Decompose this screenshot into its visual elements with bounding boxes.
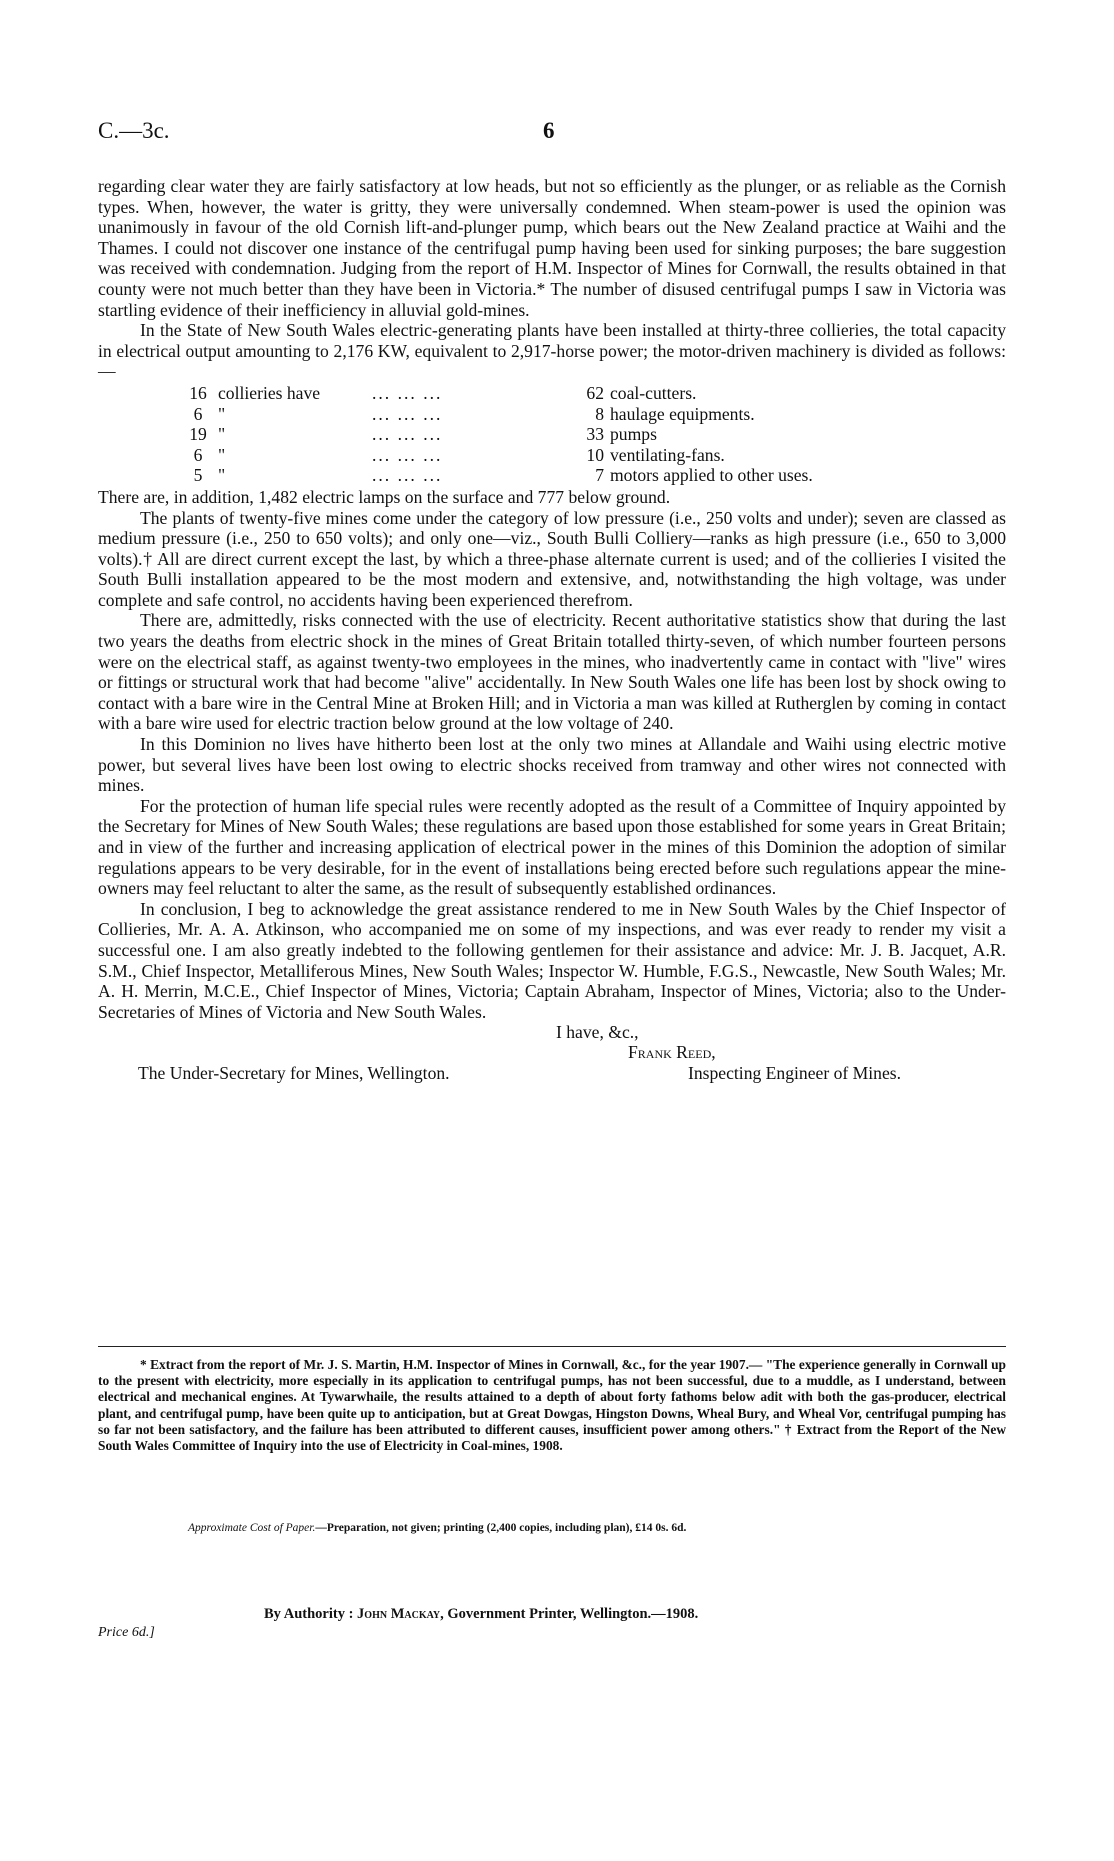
table-row [182, 424, 813, 445]
paragraph: There are, in addition, 1,482 electric lamps on the surface and 777 below ground. [98, 486, 671, 507]
body-text [98, 176, 1006, 1084]
leader-dots: ... ... ... [372, 465, 443, 486]
paragraph: In conclusion, I beg to acknowledge the great assistance rendered to me in New South Wales by the Chief Inspector of Collieries, Mr. A. A. Atkinson, who accompanied me on some of my inspections, and was ever ready to render my visit a successful one. I am also greatly indebted to the following gentlemen for their assistance and advice: Mr. J. B. Jacquet, A.R. S.M., Chief Inspector, Metalliferous Mines, New South Wales; Inspector W. Humble, F.G.S., Newcastle, New South Wales; Mr. A. H. Merrin, M.C.E., Chief Inspector of Mines, Victoria; Captain Abraham, Inspector of Mines, Victoria; also to the Under-Secretaries of Mines of Victoria and New South Wales. [98, 898, 1006, 1022]
colliery-unit: collieries have [218, 382, 321, 403]
colliery-unit: " [218, 465, 226, 486]
signatory-name: Frank Reed, [628, 1042, 716, 1063]
paragraph: In this Dominion no lives have hitherto been lost at the only two mines at Allandale and Waihi using electric motive power, but several lives have been lost owing to electric shocks received from tramway and other wires not connected with mines. [98, 734, 1006, 796]
page-number: 6 [543, 118, 555, 143]
machinery-table [182, 383, 813, 486]
machine-type: ventilating-fans. [610, 444, 725, 465]
salutation: I have, &c., [556, 1022, 639, 1043]
printer-suffix: Government Printer, Wellington.—1908. [447, 1606, 699, 1622]
colliery-count: 16 [189, 382, 207, 403]
signature-block [98, 1022, 1006, 1084]
authority-prefix: By Authority : [264, 1606, 354, 1622]
price: Price 6d.] [98, 1625, 155, 1640]
cost-text: —Preparation, not given; printing (2,400 copies, including plan), £14 0s. 6d. [315, 1522, 687, 1534]
colliery-unit: " [218, 424, 226, 445]
colliery-count: 5 [193, 465, 203, 486]
leader-dots: ... ... ... [372, 444, 443, 465]
cost-of-paper [188, 1522, 686, 1534]
colliery-unit: " [218, 403, 226, 424]
table-row [182, 465, 813, 486]
paragraph: There are, admittedly, risks connected with the use of electricity. Recent authoritative statistics show that during the last two years the deaths from electric shock in the mines of Great Britain totalled thirty-seven, of which number fourteen persons were on the electrical staff, as against twenty-two employees in the mines, who inadvertently came in contact with "live" wires or fittings or structural work that had become "alive" accidentally. In New South Wales one life has been lost by shock owing to contact with a bare wire in the Central Mine at Broken Hill; and in Victoria a man was killed at Rutherglen by coming in contact with a bare wire used for electric traction below ground at the low voltage of 240. [98, 610, 1006, 734]
colliery-count: 6 [193, 403, 203, 424]
leader-dots: ... ... ... [372, 424, 443, 445]
paragraph: regarding clear water they are fairly satisfactory at low heads, but not so efficiently as the plunger, or as reliable as the Cornish types. When, however, the water is gritty, they were universally condemned. When steam-power is used the opinion was unanimously in favour of the old Cornish lift-and-plunger pump, which bears out the New Zealand practice at Waihi and the Thames. I could not discover one instance of the centrifugal pump having been used for sinking purposes; the bare suggestion was received with condemnation. Judging from the report of H.M. Inspector of Mines for Cornwall, the results obtained in that county were not much better than they have been in Victoria.* The number of disused centrifugal pumps I saw in Victoria was startling evidence of their inefficiency in alluvial gold-mines. [98, 176, 1006, 320]
printer-name: John Mackay, [357, 1606, 444, 1622]
machine-quantity: 8 [595, 403, 604, 424]
footnotes [98, 1357, 1006, 1454]
machine-quantity: 33 [586, 424, 604, 445]
addressee: The Under-Secretary for Mines, Wellington. [138, 1063, 450, 1084]
machine-type: coal-cutters. [610, 382, 697, 403]
footnote: * Extract from the report of Mr. J. S. Martin, H.M. Inspector of Mines in Cornwall, &c., for the year 1907.— "The experience generally in Cornwall up to the present with electricity, more especially in its application to centrifugal pumps, has not been successful, due to a muddle, as I understand, between electrical and mechanical engines. At Tywarwhaile, the results attained to a depth of about forty fathoms below adit with both the gas-producer, electrical plant, and centrifugal pump, have been quite up to anticipation, but at Great Dowgas, Hingston Downs, Wheal Bury, and Wheal Vor, centrifugal pumping has so far not been satisfactory, and the failure has been attributed to different causes, insufficient power among others." † Extract from the Report of the New South Wales Committee of Inquiry into the use of Electricity in Coal-mines, 1908. [98, 1357, 1006, 1454]
paragraph: The plants of twenty-five mines come under the category of low pressure (i.e., 250 volts and under); seven are classed as medium pressure (i.e., 250 to 650 volts); and only one—viz., South Bulli Colliery—ranks as high pressure (i.e., 650 to 3,000 volts).† All are direct current except the last, by which a three-phase alternate current is used; and of the collieries I visited the South Bulli installation appeared to be the most modern and extensive, and, notwithstanding the high voltage, was under complete and safe control, no accidents having been experienced therefrom. [98, 507, 1006, 610]
document-reference: C.—3c. [98, 118, 170, 143]
table-row [182, 383, 813, 404]
machine-type: motors applied to other uses. [610, 465, 813, 486]
colliery-count: 19 [189, 424, 207, 445]
machine-quantity: 7 [595, 465, 604, 486]
signatory-title: Inspecting Engineer of Mines. [688, 1063, 902, 1084]
colliery-unit: " [218, 444, 226, 465]
machine-type: haulage equipments. [610, 403, 755, 424]
printer-imprint [264, 1606, 698, 1623]
machine-quantity: 62 [586, 382, 604, 403]
leader-dots: ... ... ... [372, 403, 443, 424]
paragraph: For the protection of human life special rules were recently adopted as the result of a Committee of Inquiry appointed by the Secretary for Mines of New South Wales; these regulations are based upon those established for some years in Great Britain; and in view of the further and increasing application of electrical power in the mines of this Dominion the adoption of similar regulations appears to be very desirable, for in the event of installations being erected before such regulations appear the mine-owners may feel reluctant to alter the same, as the result of subsequently established ordinances. [98, 795, 1006, 899]
leader-dots: ... ... ... [372, 382, 443, 403]
machine-type: pumps [610, 424, 657, 445]
table-row [182, 404, 813, 425]
table-row [182, 445, 813, 466]
cost-label: Approximate Cost of Paper. [188, 1522, 316, 1534]
footnote-divider [98, 1346, 1006, 1347]
paragraph: In the State of New South Wales electric-generating plants have been installed at thirty-three collieries, the total capacity in electrical output amounting to 2,176 KW, equivalent to 2,917-horse power; the motor-driven machinery is divided as follows:— [98, 320, 1006, 382]
colliery-count: 6 [193, 444, 203, 465]
machine-quantity: 10 [586, 444, 604, 465]
